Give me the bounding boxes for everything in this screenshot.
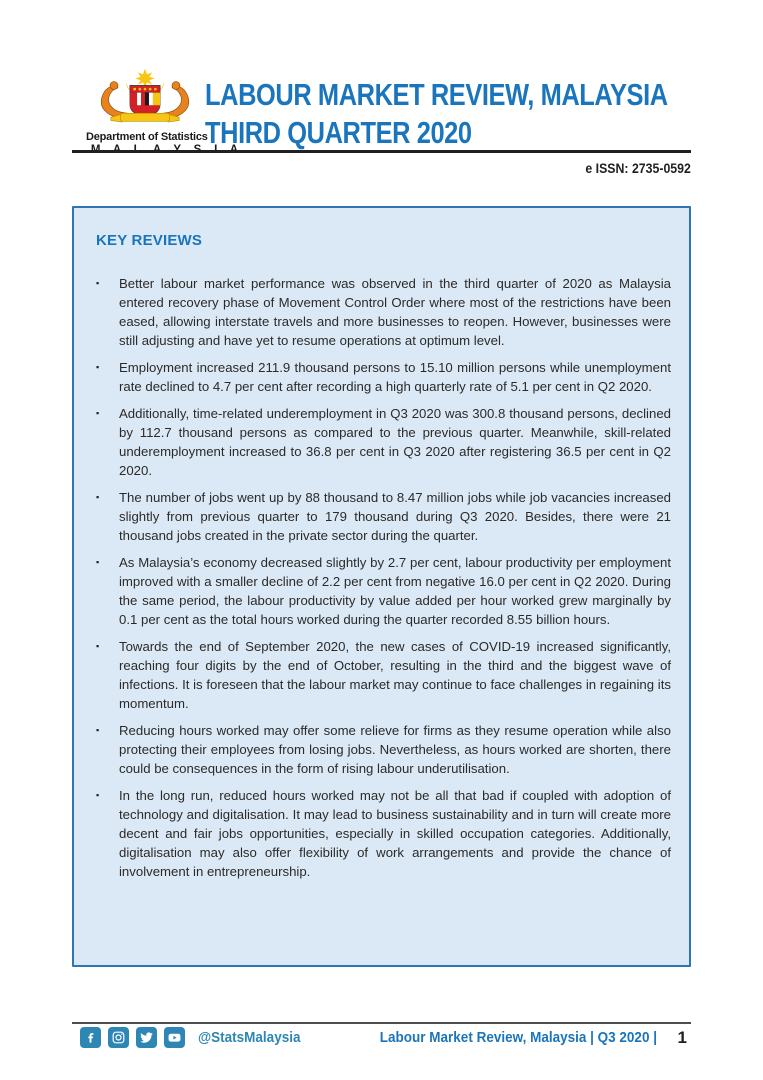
bullet-marker: ▪ <box>96 790 100 800</box>
bullet-text: Better labour market performance was observed in the third quarter of 2020 as Malaysia entered recovery phase of Movement Control Order where most of the restrictions have been eased, allowing interstate travels and more businesses to reopen. However, businesses were still adjusting and have yet to resume operations at optimum level. <box>119 276 671 348</box>
eissn-label: e ISSN: 2735-0592 <box>585 160 691 176</box>
bullet-text: Reducing hours worked may offer some relieve for firms as they resume operation while also protecting their employees from losing jobs. Nevertheless, as hours worked are shorten, there could be consequences in the form of rising labour underutilisation. <box>119 723 671 776</box>
bullet-text: Additionally, time-related underemployment in Q3 2020 was 300.8 thousand persons, declined by 112.7 thousand persons as compared to the previous quarter. Meanwhile, skill-related underemployment increased to 36.8 per cent in Q3 2020 after registering 36.5 per cent in Q2 2020. <box>119 406 671 478</box>
bullet-text: As Malaysia’s economy decreased slightly by 2.7 per cent, labour productivity per employment improved with a smaller decline of 2.2 per cent from negative 16.0 per cent in Q2 2020. During the same period, the labour productivity by value added per hour worked grew marginally by 0.1 per cent as the total hours worked during the quarter recorded 8.55 billion hours. <box>119 555 671 627</box>
report-title <box>205 76 705 152</box>
key-reviews-list <box>96 274 671 881</box>
key-reviews-panel <box>72 206 691 967</box>
key-reviews-heading: KEY REVIEWS <box>96 232 203 249</box>
malaysia-coat-of-arms-icon <box>86 68 204 130</box>
bullet-text: In the long run, reduced hours worked may not be all that bad if coupled with adoption of technology and digitalisation. It may lead to business sustainability and in turn will create more decent and fair jobs opportunities, especially in skilled occupation categories. Additionally, digitalisation may also offer flexibility of work arrangements and provide the chance of involvement in entrepreneurship. <box>119 788 671 879</box>
dosm-logo <box>86 68 208 156</box>
report-title-line2: THIRD QUARTER 2020 <box>205 115 472 150</box>
list-item <box>96 721 671 778</box>
report-title-line1: LABOUR MARKET REVIEW, MALAYSIA <box>205 77 668 112</box>
bullet-text: The number of jobs went up by 88 thousand to 8.47 million jobs while job vacancies increased slightly from previous quarter to 179 thousand during Q3 2020. Besides, there were 21 thousand jobs created in the private sector during the quarter. <box>119 490 671 543</box>
bullet-marker: ▪ <box>96 557 100 567</box>
bullet-marker: ▪ <box>96 641 100 651</box>
bullet-text: Towards the end of September 2020, the new cases of COVID-19 increased significantly, reaching four digits by the end of October, resulting in the third and the biggest wave of infections. It is foreseen that the labour market may continue to face challenges in regaining its momentum. <box>119 639 671 711</box>
bullet-marker: ▪ <box>96 278 100 288</box>
list-item <box>96 488 671 545</box>
list-item <box>96 637 671 713</box>
bullet-text: Employment increased 211.9 thousand persons to 15.10 million persons while unemployment rate declined to 4.7 per cent after recording a high quarterly rate of 5.1 per cent in Q2 2020. <box>119 360 671 394</box>
list-item <box>96 404 671 480</box>
list-item <box>96 786 671 881</box>
list-item <box>96 553 671 629</box>
bullet-marker: ▪ <box>96 725 100 735</box>
twitter-icon[interactable] <box>136 1027 157 1048</box>
bullet-marker: ▪ <box>96 362 100 372</box>
bullet-marker: ▪ <box>96 408 100 418</box>
instagram-icon[interactable] <box>108 1027 129 1048</box>
footer-doc-title: Labour Market Review, Malaysia | Q3 2020 | <box>379 1029 657 1046</box>
page-number: 1 <box>677 1028 687 1047</box>
logo-org-name: Department of Statistics <box>86 131 208 143</box>
social-handle[interactable]: @StatsMalaysia <box>198 1029 301 1046</box>
list-item <box>96 358 671 396</box>
header-divider <box>72 150 691 153</box>
youtube-icon[interactable] <box>164 1027 185 1048</box>
facebook-icon[interactable] <box>80 1027 101 1048</box>
social-links <box>80 1027 312 1048</box>
list-item <box>96 274 671 350</box>
footer-divider <box>72 1022 691 1024</box>
bullet-marker: ▪ <box>96 492 100 502</box>
